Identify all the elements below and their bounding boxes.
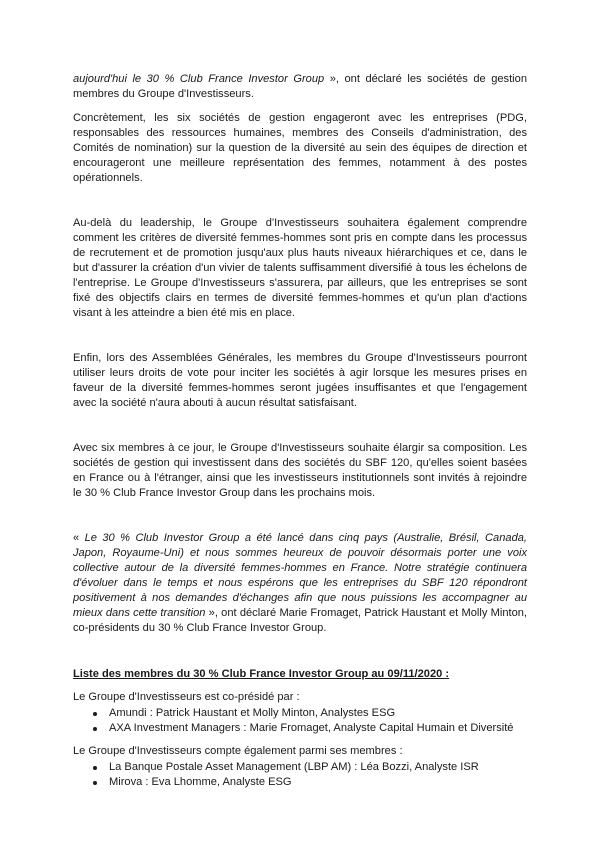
paragraph-quote [73,531,527,636]
paragraph-leadership: Au-delà du leadership, le Groupe d'Investisseurs souhaitera également comprendre comment les critères de diversité femmes-hommes sont pris en compte dans les processus de recrutement et de promotion jusqu'aux plus hauts niveaux hiérarchiques et ce, dans le but d'assurer la création d'un vivier de talents suffisamment diversifié à tous les échelons de l'entreprise. Le Groupe d'Investisseurs s'assurera, par ailleurs, que les entreprises se sont fixé des objectifs clairs en termes de diversité femmes-hommes et qu'un plan d'actions visant à les atteindre a bien été mis en place. [73,217,527,319]
quote-attribution: », ont déclaré Marie Fromaget, Patrick Haustant et Molly Minton, co-présidents du 30 % Club France Investor Group. [73,607,527,634]
co-chairs-list [73,706,527,736]
paragraph-engagement: Concrètement, les six sociétés de gestion engageront avec les entreprises (PDG, responsables des ressources humaines, membres des Conseils d'administration, des Comités de nomination) sur la question de la diversité au sein des équipes de direction et encourageront une meilleure représentation des femmes, notamment à des postes opérationnels. [73,112,527,184]
list-item: Amundi : Patrick Haustant et Molly Minton, Analystes ESG [73,706,527,721]
list-item: AXA Investment Managers : Marie Fromaget, Analyste Capital Humain et Diversité [73,721,527,736]
italic-quote-fragment: aujourd'hui le 30 % Club France Investor Group [73,73,325,85]
paragraph-declaration-end [73,72,527,102]
quote-open-mark: « [73,532,85,544]
paragraph-general-assemblies: Enfin, lors des Assemblées Générales, les membres du Groupe d'Investisseurs pourront utiliser leurs droits de vote pour inciter les sociétés à agir lorsque les mesures prises en faveur de la diversité femmes-hommes seront jugées insuffisantes et que l'engagement avec la société n'aura abouti à aucun résultat satisfaisant. [73,352,527,409]
text-fragment: », ont déclaré les sociétés de gestion membres du Groupe d'Investisseurs. [73,73,527,100]
document-page [73,72,527,790]
quote-text: Le 30 % Club Investor Group a été lancé dans cinq pays (Australie, Brésil, Canada, Japon, Royaume-Uni) et nous sommes heureux de pouvoir désormais porter une voix collective autour de la diversité femmes-hommes en France. Notre stratégie continuera d'évoluer dans le temps et nous espérons que les entreprises du SBF 120 répondront positivement à nos demandes d'échanges afin que nous puissions les accompagner au mieux dans cette transition [73,532,527,619]
members-intro: Le Groupe d'Investisseurs compte également parmi ses membres : [73,745,403,757]
paragraph-expansion: Avec six membres à ce jour, le Groupe d'Investisseurs souhaite élargir sa composition. Les sociétés de gestion qui investissent dans des sociétés du SBF 120, qu'elles soient basées en France ou à l'étranger, ainsi que les investisseurs institutionnels sont invités à rejoindre le 30 % Club France Investor Group dans les prochains mois. [73,442,527,499]
members-list [73,760,527,790]
list-item: Mirova : Eva Lhomme, Analyste ESG [73,775,527,790]
co-chairs-intro: Le Groupe d'Investisseurs est co-présidé par : [73,691,300,703]
members-heading: Liste des membres du 30 % Club France Investor Group au 09/11/2020 : [73,668,450,680]
list-item: La Banque Postale Asset Management (LBP AM) : Léa Bozzi, Analyste ISR [73,760,527,775]
